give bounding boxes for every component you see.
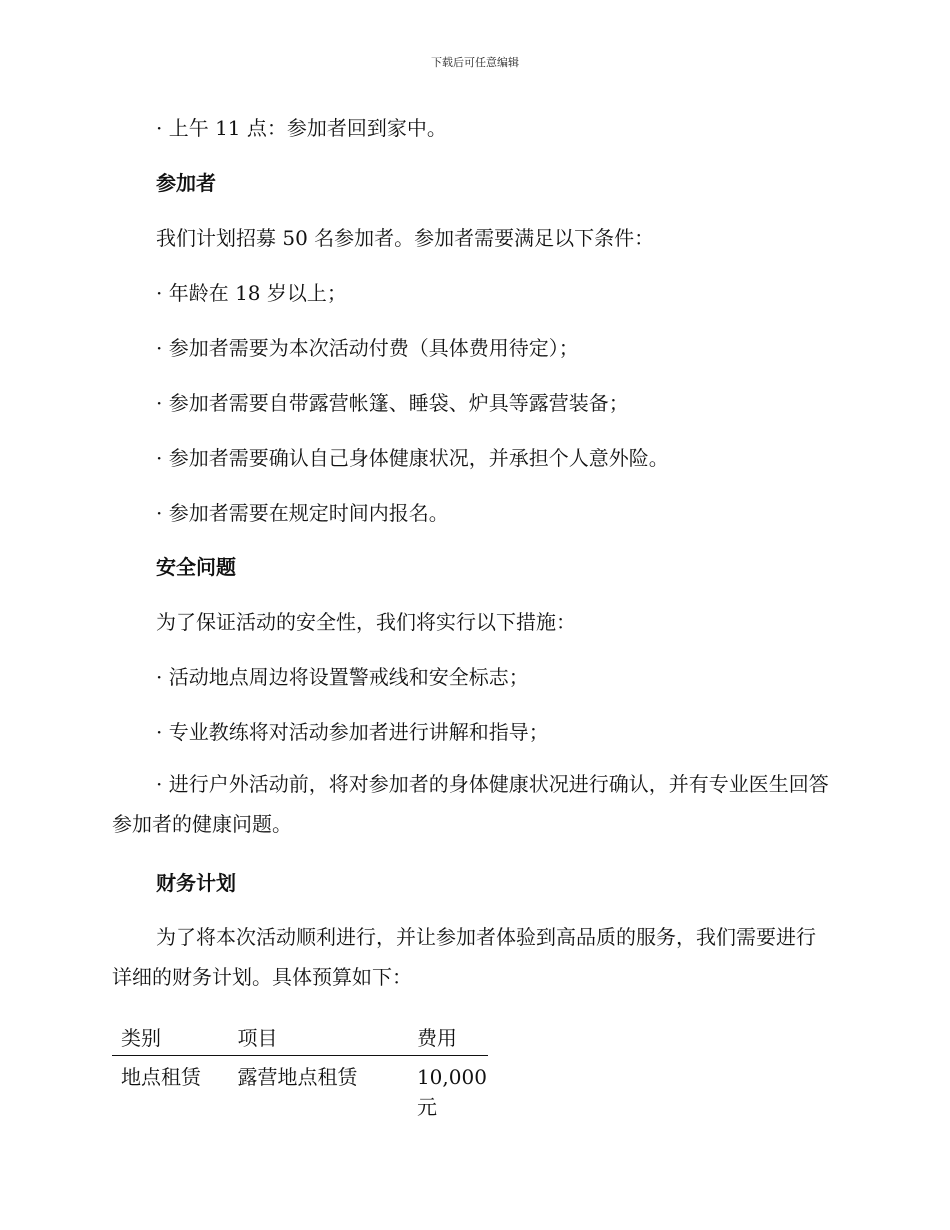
list-item: · 专业教练将对活动参加者进行讲解和指导； bbox=[156, 720, 549, 744]
list-item: · 参加者需要为本次活动付费（具体费用待定）； bbox=[156, 336, 579, 360]
finance-paragraph: 为了将本次活动顺利进行，并让参加者体验到高品质的服务，我们需要进行详细的财务计划。具体预算如下： bbox=[112, 925, 816, 989]
page-header-note: 下载后可任意编辑 bbox=[431, 56, 519, 69]
section-heading-safety: 安全问题 bbox=[156, 555, 236, 579]
budget-table bbox=[112, 1020, 488, 1122]
table-row bbox=[112, 1056, 488, 1123]
table-header-cell: 类别 bbox=[112, 1020, 229, 1056]
safety-paragraph: · 进行户外活动前，将对参加者的身体健康状况进行确认，并有专业医生回答参加者的健康问题。 bbox=[112, 772, 829, 836]
list-item: · 参加者需要自带露营帐篷、睡袋、炉具等露营装备； bbox=[156, 391, 629, 415]
list-item: · 年龄在 18 岁以上； bbox=[156, 281, 347, 305]
list-item: · 参加者需要在规定时间内报名。 bbox=[156, 501, 449, 525]
section-heading-participants: 参加者 bbox=[156, 171, 216, 195]
list-item: · 活动地点周边将设置警戒线和安全标志； bbox=[156, 665, 529, 689]
table-cell: 露营地点租赁 bbox=[237, 1065, 358, 1089]
table-header-cell: 费用 bbox=[408, 1020, 488, 1056]
table-header-cell: 项目 bbox=[229, 1020, 408, 1056]
safety-intro: 为了保证活动的安全性，我们将实行以下措施： bbox=[156, 610, 576, 634]
table-header-row bbox=[112, 1020, 488, 1056]
schedule-item: · 上午 11 点：参加者回到家中。 bbox=[156, 116, 447, 140]
list-item: · 参加者需要确认自己身体健康状况，并承担个人意外险。 bbox=[156, 446, 669, 470]
section-heading-finance: 财务计划 bbox=[156, 871, 236, 895]
table-cell: 10,000 元 bbox=[416, 1065, 487, 1119]
table-cell: 地点租赁 bbox=[121, 1065, 201, 1089]
participants-intro: 我们计划招募 50 名参加者。参加者需要满足以下条件： bbox=[156, 226, 655, 250]
